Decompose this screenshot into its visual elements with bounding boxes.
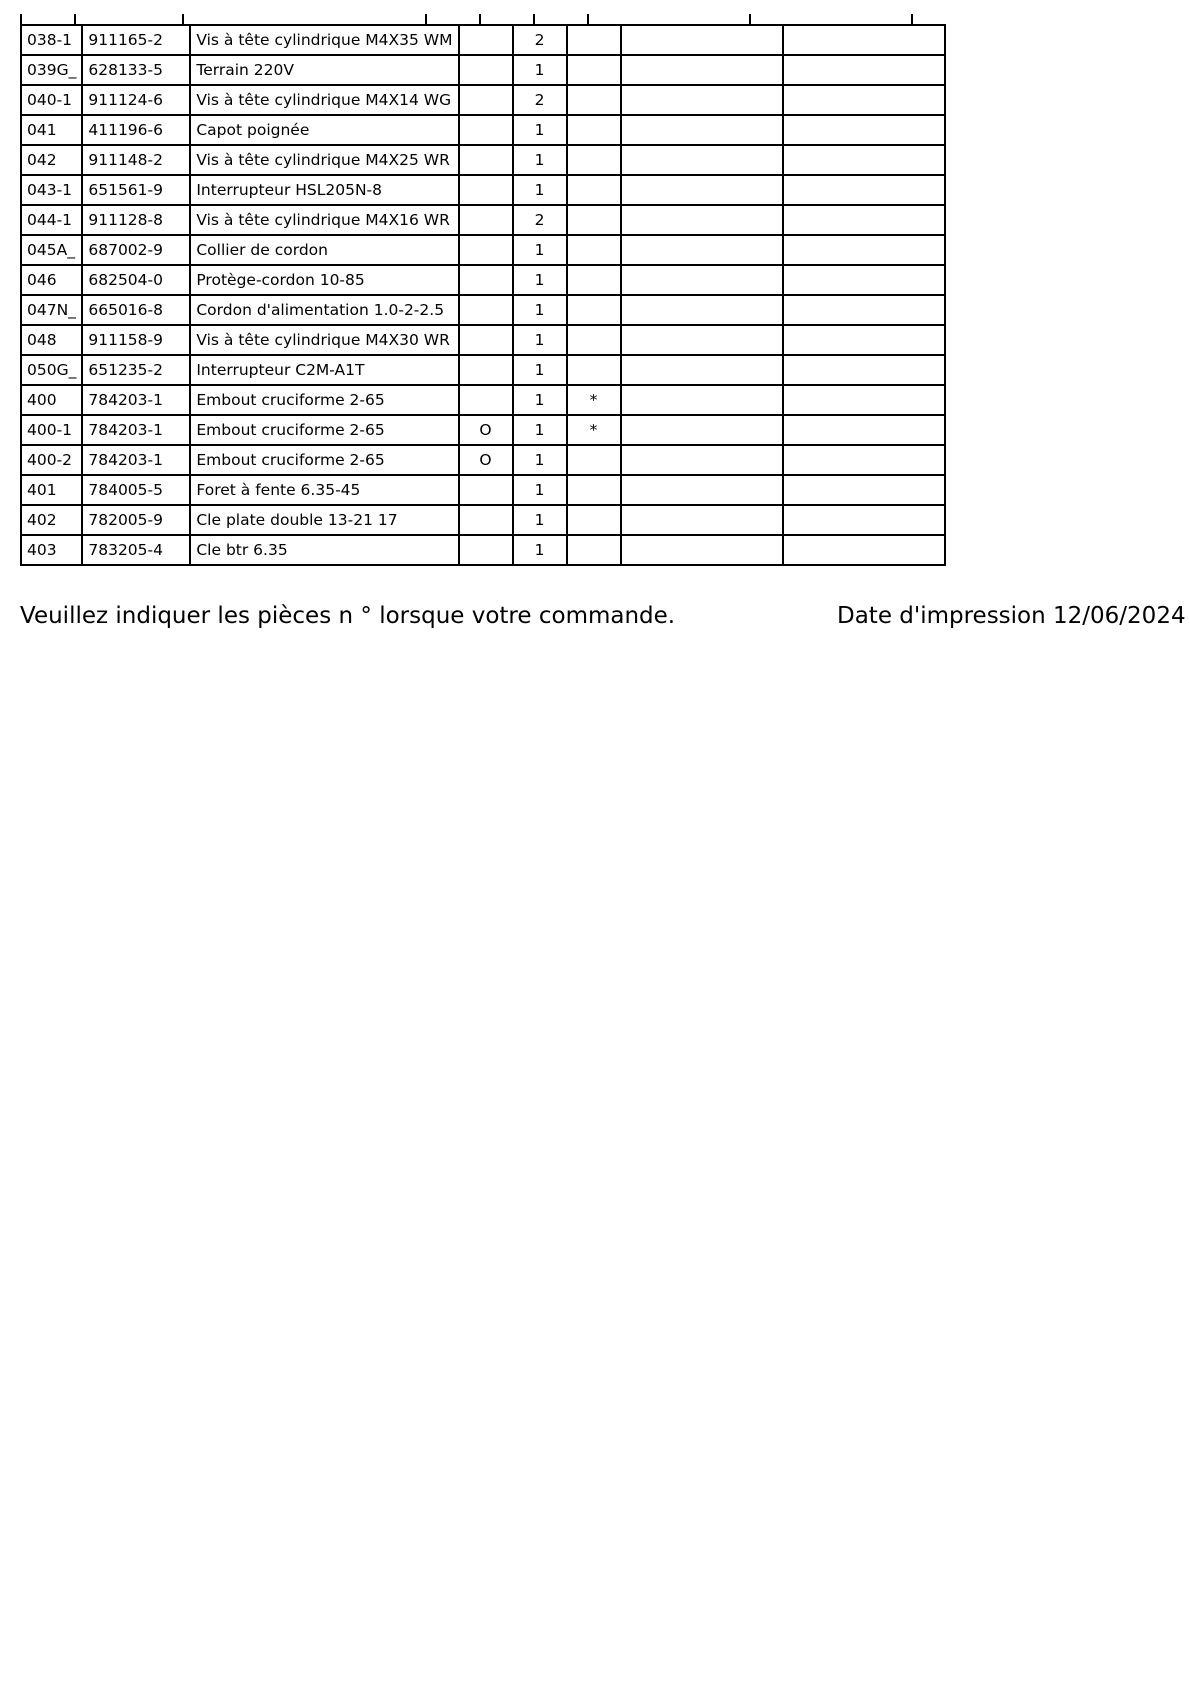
table-row: [21, 415, 945, 445]
table-row: [21, 385, 945, 415]
cell-quantity: 1: [513, 325, 567, 355]
cell-note: [567, 505, 621, 535]
cell-description: Terrain 220V: [190, 55, 458, 85]
cell-empty-2: [783, 265, 945, 295]
table-row: [21, 445, 945, 475]
cell-description: Capot poignée: [190, 115, 458, 145]
cell-empty-1: [621, 55, 783, 85]
cell-part-no: 911158-9: [82, 325, 190, 355]
cell-empty-2: [783, 115, 945, 145]
cell-quantity: 1: [513, 265, 567, 295]
cell-ref: 403: [21, 535, 82, 565]
cell-note: [567, 205, 621, 235]
cell-ref: 041: [21, 115, 82, 145]
table-row: [21, 475, 945, 505]
cell-ref: 402: [21, 505, 82, 535]
cell-part-no: 911148-2: [82, 145, 190, 175]
cell-quantity: 1: [513, 175, 567, 205]
cell-option: [459, 25, 513, 55]
print-date: Date d'impression 12/06/2024: [837, 603, 1186, 629]
cell-part-no: 651561-9: [82, 175, 190, 205]
cell-quantity: 2: [513, 25, 567, 55]
cell-note: [567, 445, 621, 475]
cell-description: Vis à tête cylindrique M4X14 WG: [190, 85, 458, 115]
cell-description: Protège-cordon 10-85: [190, 265, 458, 295]
cell-empty-1: [621, 385, 783, 415]
cell-option: [459, 475, 513, 505]
cell-note: [567, 55, 621, 85]
cell-option: [459, 205, 513, 235]
cell-part-no: 651235-2: [82, 355, 190, 385]
cell-description: Vis à tête cylindrique M4X30 WR: [190, 325, 458, 355]
cell-empty-1: [621, 205, 783, 235]
cell-description: Collier de cordon: [190, 235, 458, 265]
cell-quantity: 1: [513, 445, 567, 475]
cell-ref: 046: [21, 265, 82, 295]
cell-empty-1: [621, 175, 783, 205]
table-row: [21, 145, 945, 175]
order-instruction: Veuillez indiquer les pièces n ° lorsque votre commande.: [20, 603, 676, 629]
cell-quantity: 1: [513, 55, 567, 85]
cell-empty-2: [783, 25, 945, 55]
cell-note: [567, 145, 621, 175]
cell-part-no: 911124-6: [82, 85, 190, 115]
cell-part-no: 911165-2: [82, 25, 190, 55]
table-top-continuation: [20, 14, 968, 24]
cell-part-no: 784203-1: [82, 445, 190, 475]
table-row: [21, 235, 945, 265]
cell-note: [567, 535, 621, 565]
table-row: [21, 535, 945, 565]
cell-description: Interrupteur HSL205N-8: [190, 175, 458, 205]
cell-empty-2: [783, 85, 945, 115]
cell-part-no: 783205-4: [82, 535, 190, 565]
cell-ref: 040-1: [21, 85, 82, 115]
cell-description: Vis à tête cylindrique M4X35 WM: [190, 25, 458, 55]
cell-option: [459, 145, 513, 175]
cell-quantity: 1: [513, 145, 567, 175]
cell-option: [459, 265, 513, 295]
cell-part-no: 665016-8: [82, 295, 190, 325]
cell-ref: 044-1: [21, 205, 82, 235]
cell-note: [567, 355, 621, 385]
cell-description: Embout cruciforme 2-65: [190, 445, 458, 475]
cell-quantity: 1: [513, 415, 567, 445]
cell-empty-1: [621, 475, 783, 505]
table-row: [21, 55, 945, 85]
cell-empty-1: [621, 355, 783, 385]
cell-empty-1: [621, 115, 783, 145]
cell-note: [567, 265, 621, 295]
cell-description: Cordon d'alimentation 1.0-2-2.5: [190, 295, 458, 325]
cell-quantity: 1: [513, 295, 567, 325]
cell-empty-1: [621, 325, 783, 355]
cell-part-no: 911128-8: [82, 205, 190, 235]
cell-option: O: [459, 445, 513, 475]
cell-empty-1: [621, 145, 783, 175]
cell-empty-2: [783, 535, 945, 565]
cell-empty-2: [783, 55, 945, 85]
cell-quantity: 1: [513, 475, 567, 505]
cell-ref: 039G_: [21, 55, 82, 85]
cell-note: [567, 115, 621, 145]
table-row: [21, 265, 945, 295]
cell-empty-1: [621, 445, 783, 475]
table-row: [21, 295, 945, 325]
table-row: [21, 85, 945, 115]
cell-quantity: 1: [513, 505, 567, 535]
cell-note: *: [567, 415, 621, 445]
cell-description: Cle btr 6.35: [190, 535, 458, 565]
cell-note: [567, 85, 621, 115]
cell-description: Cle plate double 13-21 17: [190, 505, 458, 535]
cell-empty-2: [783, 355, 945, 385]
cell-empty-2: [783, 475, 945, 505]
cell-empty-2: [783, 295, 945, 325]
table-row: [21, 25, 945, 55]
cell-empty-1: [621, 265, 783, 295]
cell-ref: 400-2: [21, 445, 82, 475]
cell-part-no: 784203-1: [82, 415, 190, 445]
cell-empty-2: [783, 415, 945, 445]
cell-empty-1: [621, 25, 783, 55]
cell-ref: 042: [21, 145, 82, 175]
cell-ref: 401: [21, 475, 82, 505]
cell-option: [459, 115, 513, 145]
cell-option: [459, 505, 513, 535]
cell-ref: 048: [21, 325, 82, 355]
cell-description: Embout cruciforme 2-65: [190, 415, 458, 445]
cell-part-no: 411196-6: [82, 115, 190, 145]
cell-option: [459, 235, 513, 265]
cell-option: [459, 175, 513, 205]
cell-empty-1: [621, 85, 783, 115]
cell-empty-2: [783, 445, 945, 475]
cell-note: [567, 295, 621, 325]
page-footer: [20, 600, 1186, 632]
cell-empty-2: [783, 235, 945, 265]
cell-ref: 047N_: [21, 295, 82, 325]
cell-option: [459, 295, 513, 325]
cell-note: [567, 475, 621, 505]
cell-empty-1: [621, 235, 783, 265]
cell-part-no: 782005-9: [82, 505, 190, 535]
cell-empty-1: [621, 505, 783, 535]
cell-quantity: 1: [513, 385, 567, 415]
cell-part-no: 628133-5: [82, 55, 190, 85]
cell-part-no: 784005-5: [82, 475, 190, 505]
cell-empty-2: [783, 325, 945, 355]
cell-empty-1: [621, 295, 783, 325]
cell-ref: 045A_: [21, 235, 82, 265]
table-row: [21, 115, 945, 145]
cell-description: Foret à fente 6.35-45: [190, 475, 458, 505]
table-row: [21, 505, 945, 535]
cell-note: [567, 235, 621, 265]
parts-table-body: [21, 25, 945, 565]
cell-ref: 400-1: [21, 415, 82, 445]
cell-ref: 038-1: [21, 25, 82, 55]
table-row: [21, 325, 945, 355]
cell-empty-1: [621, 415, 783, 445]
cell-ref: 050G_: [21, 355, 82, 385]
cell-option: [459, 85, 513, 115]
cell-empty-2: [783, 175, 945, 205]
cell-empty-2: [783, 385, 945, 415]
cell-note: *: [567, 385, 621, 415]
cell-part-no: 784203-1: [82, 385, 190, 415]
cell-option: [459, 385, 513, 415]
cell-description: Embout cruciforme 2-65: [190, 385, 458, 415]
cell-ref: 043-1: [21, 175, 82, 205]
cell-quantity: 1: [513, 535, 567, 565]
cell-quantity: 2: [513, 85, 567, 115]
cell-option: [459, 355, 513, 385]
cell-part-no: 682504-0: [82, 265, 190, 295]
cell-description: Interrupteur C2M-A1T: [190, 355, 458, 385]
cell-ref: 400: [21, 385, 82, 415]
cell-description: Vis à tête cylindrique M4X25 WR: [190, 145, 458, 175]
cell-description: Vis à tête cylindrique M4X16 WR: [190, 205, 458, 235]
cell-note: [567, 25, 621, 55]
cell-quantity: 2: [513, 205, 567, 235]
cell-quantity: 1: [513, 235, 567, 265]
cell-note: [567, 325, 621, 355]
cell-empty-2: [783, 505, 945, 535]
cell-option: [459, 325, 513, 355]
cell-option: [459, 55, 513, 85]
table-row: [21, 175, 945, 205]
table-row: [21, 355, 945, 385]
cell-quantity: 1: [513, 115, 567, 145]
cell-empty-1: [621, 535, 783, 565]
cell-note: [567, 175, 621, 205]
table-row: [21, 205, 945, 235]
cell-empty-2: [783, 145, 945, 175]
cell-quantity: 1: [513, 355, 567, 385]
cell-option: [459, 535, 513, 565]
cell-empty-2: [783, 205, 945, 235]
cell-part-no: 687002-9: [82, 235, 190, 265]
parts-table: [20, 24, 946, 566]
cell-option: O: [459, 415, 513, 445]
